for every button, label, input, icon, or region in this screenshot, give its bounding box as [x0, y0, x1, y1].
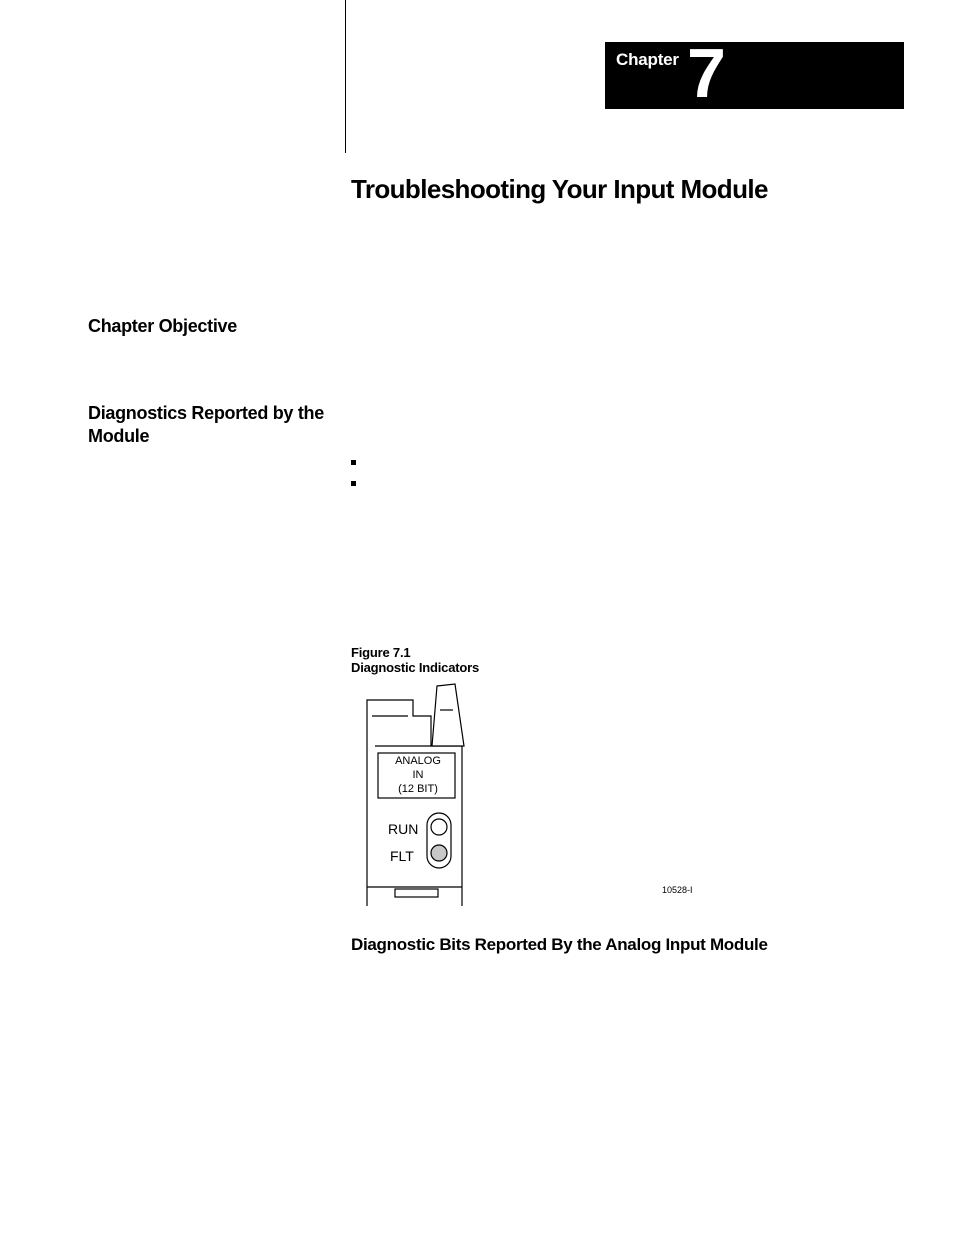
bullet-marker: [351, 460, 356, 465]
module-label-line1: ANALOG: [395, 755, 441, 767]
module-slot: [395, 889, 438, 897]
module-label-line2: IN: [412, 769, 424, 781]
module-latch: [432, 684, 464, 746]
chapter-number: 7: [687, 34, 726, 112]
page-title: Troubleshooting Your Input Module: [351, 174, 768, 204]
chapter-label: Chapter: [616, 50, 679, 69]
figure-id: 10528-I: [662, 885, 693, 895]
flt-indicator-label: FLT: [390, 848, 414, 864]
figure-number: Figure 7.1: [351, 645, 411, 660]
margin-rule: [345, 0, 346, 153]
run-indicator-label: RUN: [388, 821, 419, 837]
table-title: Diagnostic Bits Reported By the Analog Input Module: [351, 935, 768, 954]
section-heading-diagnostics-line2: Module: [88, 426, 150, 446]
run-led: [431, 819, 447, 835]
section-heading-chapter-objective: Chapter Objective: [88, 316, 237, 336]
figure-caption: [351, 645, 479, 675]
figure-title: Diagnostic Indicators: [351, 660, 479, 675]
module-label-line3: (12 BIT): [398, 783, 438, 795]
section-heading-diagnostics: [88, 402, 328, 448]
section-heading-diagnostics-line1: Diagnostics Reported by the: [88, 403, 324, 423]
bullet-marker: [351, 481, 356, 486]
chapter-tab: [605, 34, 904, 112]
flt-led: [431, 845, 447, 861]
